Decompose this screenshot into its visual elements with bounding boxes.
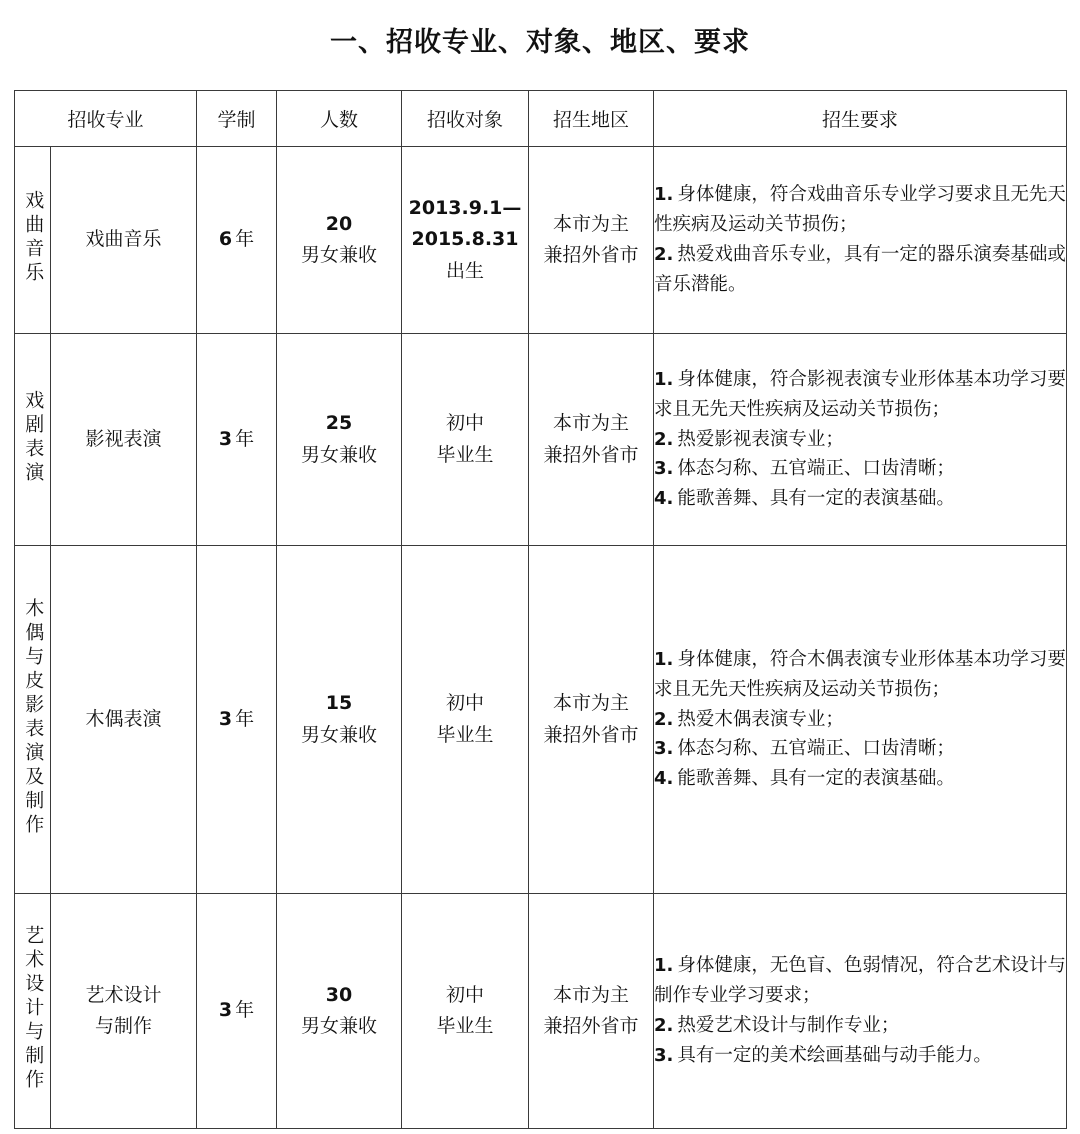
requirement-index: 2. xyxy=(654,428,674,450)
major-line: 与制作 xyxy=(95,1015,153,1037)
major-line: 木偶表演 xyxy=(85,707,162,730)
years-unit: 年 xyxy=(235,228,255,251)
requirement-index: 4. xyxy=(654,768,674,790)
region-line: 兼招外省市 xyxy=(543,723,639,746)
header-target: 招收对象 xyxy=(402,91,529,147)
count-note: 男女兼收 xyxy=(301,723,378,746)
requirement-index: 1. xyxy=(654,955,674,977)
target-line: 2013.9.1— xyxy=(408,196,522,219)
major-line: 影视表演 xyxy=(85,427,162,450)
requirement-index: 2. xyxy=(654,708,674,730)
requirement-text: 热爱木偶表演专业； xyxy=(677,708,844,730)
program-group-label: 戏剧表演 xyxy=(22,389,45,486)
count-note: 男女兼收 xyxy=(301,244,378,266)
count-value: 15 xyxy=(325,692,353,715)
target-line: 2015.8.31 xyxy=(411,228,519,251)
cell-region xyxy=(529,147,654,334)
target-line: 毕业生 xyxy=(436,443,494,466)
cell-years xyxy=(197,334,277,546)
cell-requirements xyxy=(654,147,1067,334)
target-line: 初中 xyxy=(446,983,485,1006)
header-years: 学制 xyxy=(197,91,277,147)
region-line: 兼招外省市 xyxy=(543,443,639,466)
years-digit: 3 xyxy=(218,999,233,1022)
region-line: 本市为主 xyxy=(553,212,630,235)
target-line: 毕业生 xyxy=(436,723,494,746)
cell-program-group xyxy=(15,894,51,1129)
admissions-table xyxy=(14,90,1067,1129)
target-line: 初中 xyxy=(446,412,485,435)
years-digit: 3 xyxy=(218,707,233,730)
header-major: 招收专业 xyxy=(15,91,197,147)
requirement-text: 身体健康，无色盲、色弱情况，符合艺术设计与制作专业学习要求； xyxy=(654,955,1066,1007)
requirement-index: 1. xyxy=(654,368,674,390)
region-line: 本市为主 xyxy=(553,983,630,1006)
cell-years xyxy=(197,894,277,1129)
requirement-item xyxy=(654,484,1066,514)
count-note: 男女兼收 xyxy=(301,443,378,466)
requirement-item xyxy=(654,454,1066,484)
program-group-label: 艺术设计与制作 xyxy=(22,925,45,1093)
requirement-text: 体态匀称、五官端正、口齿清晰； xyxy=(677,458,955,480)
requirement-item xyxy=(654,365,1066,425)
count-note: 男女兼收 xyxy=(301,1015,378,1037)
region-line: 兼招外省市 xyxy=(543,1015,639,1037)
cell-program-group xyxy=(15,334,51,546)
years-unit: 年 xyxy=(235,707,255,730)
requirement-index: 4. xyxy=(654,488,674,510)
target-line: 初中 xyxy=(446,692,485,715)
major-line: 戏曲音乐 xyxy=(85,228,162,251)
region-line: 本市为主 xyxy=(553,412,630,435)
target-line: 出生 xyxy=(446,259,485,282)
page-title: 一、招收专业、对象、地区、要求 xyxy=(330,27,750,58)
years-unit: 年 xyxy=(235,999,255,1022)
requirement-text: 热爱戏曲音乐专业，具有一定的器乐演奏基础或音乐潜能。 xyxy=(654,244,1066,295)
target-line: 毕业生 xyxy=(436,1015,494,1037)
requirement-text: 能歌善舞、具有一定的表演基础。 xyxy=(677,488,955,510)
cell-target xyxy=(402,894,529,1129)
requirement-item xyxy=(654,180,1066,240)
region-line: 兼招外省市 xyxy=(543,244,639,266)
requirement-text: 身体健康，符合戏曲音乐专业学习要求且无先天性疾病及运动关节损伤； xyxy=(654,184,1066,236)
program-group-label: 戏曲音乐 xyxy=(22,190,45,286)
requirement-text: 热爱影视表演专业； xyxy=(677,428,844,450)
requirement-index: 3. xyxy=(654,458,674,480)
requirement-item xyxy=(654,951,1066,1011)
requirement-text: 身体健康，符合木偶表演专业形体基本功学习要求且无先天性疾病及运动关节损伤； xyxy=(654,648,1066,700)
cell-years xyxy=(197,147,277,334)
requirement-text: 具有一定的美术绘画基础与动手能力。 xyxy=(677,1044,992,1066)
requirement-text: 体态匀称、五官端正、口齿清晰； xyxy=(677,738,955,760)
cell-count xyxy=(277,147,402,334)
requirement-index: 3. xyxy=(654,1044,674,1066)
requirement-item xyxy=(654,425,1066,455)
cell-count xyxy=(277,546,402,894)
cell-count xyxy=(277,334,402,546)
table-row xyxy=(15,334,1067,546)
table-header-row xyxy=(15,91,1067,147)
cell-requirements xyxy=(654,894,1067,1129)
years-digit: 6 xyxy=(218,228,233,251)
requirement-item xyxy=(654,645,1066,705)
requirement-index: 2. xyxy=(654,244,674,265)
cell-major xyxy=(51,894,197,1129)
cell-region xyxy=(529,334,654,546)
requirement-text: 能歌善舞、具有一定的表演基础。 xyxy=(677,768,955,790)
requirement-index: 2. xyxy=(654,1015,674,1036)
requirement-text: 身体健康，符合影视表演专业形体基本功学习要求且无先天性疾病及运动关节损伤； xyxy=(654,368,1066,420)
major-line: 艺术设计 xyxy=(85,983,162,1006)
requirement-item xyxy=(654,1011,1066,1041)
admissions-table-wrapper xyxy=(14,90,1066,1129)
header-region: 招生地区 xyxy=(529,91,654,147)
header-requirements: 招生要求 xyxy=(654,91,1067,147)
requirement-item xyxy=(654,1041,1066,1071)
cell-major xyxy=(51,546,197,894)
years-unit: 年 xyxy=(235,427,255,450)
requirement-item xyxy=(654,734,1066,764)
years-digit: 3 xyxy=(218,427,233,450)
table-row xyxy=(15,546,1067,894)
cell-major xyxy=(51,334,197,546)
cell-target xyxy=(402,334,529,546)
cell-years xyxy=(197,546,277,894)
cell-program-group xyxy=(15,546,51,894)
table-body xyxy=(15,147,1067,1129)
count-value: 30 xyxy=(325,983,353,1006)
region-line: 本市为主 xyxy=(553,692,630,715)
requirement-index: 1. xyxy=(654,648,674,670)
cell-region xyxy=(529,546,654,894)
count-value: 20 xyxy=(325,212,353,235)
requirement-index: 1. xyxy=(654,184,674,206)
requirement-item xyxy=(654,240,1066,300)
requirement-index: 3. xyxy=(654,738,674,760)
cell-target xyxy=(402,546,529,894)
cell-program-group xyxy=(15,147,51,334)
cell-requirements xyxy=(654,546,1067,894)
cell-region xyxy=(529,894,654,1129)
table-row xyxy=(15,147,1067,334)
cell-requirements xyxy=(654,334,1067,546)
program-group-label: 木偶与皮影表演及制作 xyxy=(22,597,45,838)
cell-target xyxy=(402,147,529,334)
requirement-item xyxy=(654,705,1066,735)
header-count: 人数 xyxy=(277,91,402,147)
cell-major xyxy=(51,147,197,334)
requirement-item xyxy=(654,764,1066,794)
count-value: 25 xyxy=(325,412,353,435)
requirement-text: 热爱艺术设计与制作专业； xyxy=(677,1015,900,1036)
table-row xyxy=(15,894,1067,1129)
cell-count xyxy=(277,894,402,1129)
